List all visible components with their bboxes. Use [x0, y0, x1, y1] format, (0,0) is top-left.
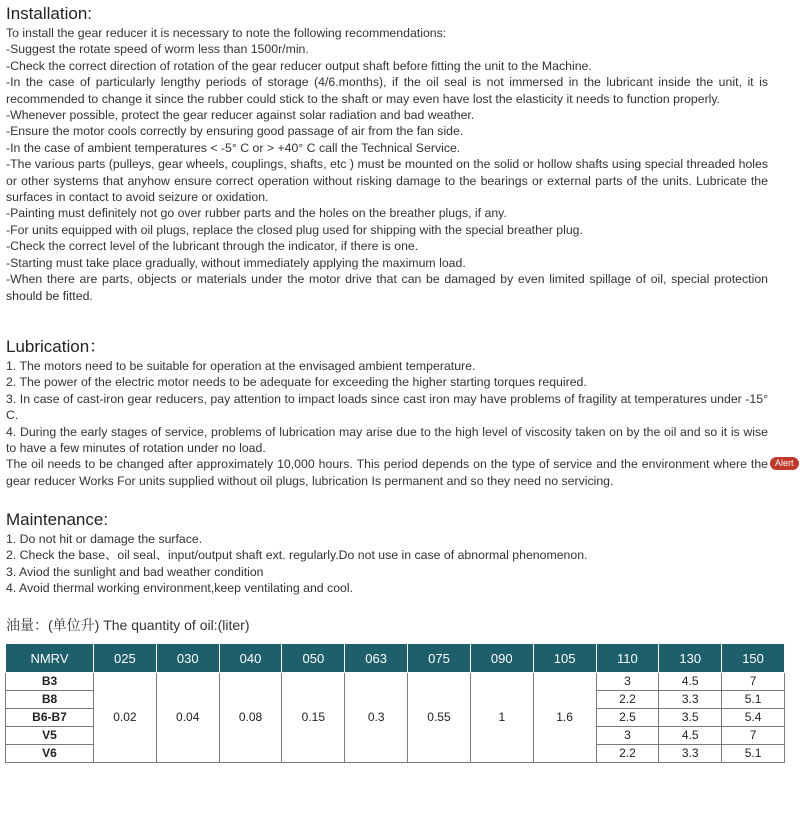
- lubrication-line: 1. The motors need to be suitable for operation at the envisaged ambient temperature.: [6, 359, 476, 373]
- table-cell: 1.6: [533, 673, 596, 763]
- table-cell: 7: [722, 727, 785, 745]
- table-cell: 5.1: [722, 745, 785, 763]
- table-cell: 0.08: [219, 673, 282, 763]
- lubrication-list: [6, 358, 768, 489]
- table-cell: 7: [722, 673, 785, 691]
- column-header: 110: [596, 644, 659, 673]
- table-cell: 4.5: [659, 673, 722, 691]
- column-header: 030: [156, 644, 219, 673]
- table-cell: 0.04: [156, 673, 219, 763]
- installation-line: -For units equipped with oil plugs, replace the closed plug used for shipping with the special breather plug.: [6, 222, 583, 237]
- table-row: [6, 673, 785, 691]
- installation-line: -The various parts (pulleys, gear wheels, couplings, shafts, etc ) must be mounted on the solid or hollow shafts using special threaded holes or other systems that anyhow ensure correct operation without risking damage to the bearings or external parts of the units. Lubricate the surfaces in contact to avoid seizure or oxidation.: [6, 157, 768, 205]
- installation-line: -In the case of particularly lengthy periods of storage (4/6.months), if the oil seal is not immersed in the lubricant inside the unit, it is recommended to change it since the rubber could stick to the shaft or may even have lost the elasticity it needs to function properly.: [6, 75, 768, 106]
- table-cell: 0.3: [345, 673, 408, 763]
- installation-line: -Starting must take place gradually, without immediately applying the maximum load.: [6, 255, 466, 270]
- installation-line: -Suggest the rotate speed of worm less than 1500r/min.: [6, 42, 309, 57]
- column-header: 050: [282, 644, 345, 673]
- table-cell: 3.3: [659, 745, 722, 763]
- maintenance-line: 3. Aviod the sunlight and bad weather condition: [6, 564, 264, 579]
- lubrication-heading: Lubrication：: [6, 337, 107, 356]
- oil-table-title: 油量：(单位升) The quantity of oil:(liter): [6, 617, 250, 633]
- installation-line: -Check the correct direction of rotation of the gear reducer output shaft before fitting the unit to the Machine.: [6, 58, 592, 73]
- column-header: 130: [659, 644, 722, 673]
- table-cell: 2.2: [596, 745, 659, 763]
- installation-line: -Whenever possible, protect the gear reducer against solar radiation and bad weather.: [6, 108, 475, 123]
- table-cell: 3: [596, 673, 659, 691]
- column-header: 040: [219, 644, 282, 673]
- oil-quantity-table: [5, 643, 785, 763]
- table-cell: 3.5: [659, 709, 722, 727]
- model-cell: V6: [6, 745, 94, 763]
- maintenance-line: 1. Do not hit or damage the surface.: [6, 532, 203, 546]
- installation-section: [6, 4, 768, 304]
- maintenance-line: 4. Avoid thermal working environment,keep ventilating and cool.: [6, 581, 354, 596]
- table-header-row: [6, 644, 785, 673]
- installation-line: -In the case of ambient temperatures < -5° C or > +40° C call the Technical Service.: [6, 140, 461, 155]
- model-cell: B3: [6, 673, 94, 691]
- table-cell: 5.1: [722, 691, 785, 709]
- installation-line: To install the gear reducer it is necessary to note the following recommendations:: [6, 26, 447, 40]
- lubrication-line: 2. The power of the electric motor needs to be adequate for exceeding the higher starting torques required.: [6, 375, 587, 390]
- maintenance-line: 2. Check the base、oil seal、input/output shaft ext. regularly.Do not use in case of abnormal phenomenon.: [6, 548, 588, 563]
- installation-line: -Painting must definitely not go over rubber parts and the holes on the breather plugs, if any.: [6, 206, 507, 221]
- maintenance-section: [6, 510, 768, 597]
- table-cell: 3.3: [659, 691, 722, 709]
- table-cell: 0.55: [408, 673, 471, 763]
- column-header: 090: [470, 644, 533, 673]
- lubrication-line: 4. During the early stages of service, problems of lubrication may arise due to the high level of viscosity taken on by the oil and so it is wise to have a few minutes of rotation under no load.: [6, 424, 768, 456]
- installation-line: -Ensure the motor cools correctly by ensuring good passage of air from the fan side.: [6, 124, 464, 139]
- model-cell: V5: [6, 727, 94, 745]
- maintenance-list: [6, 531, 768, 597]
- column-header: 105: [533, 644, 596, 673]
- column-header: 025: [94, 644, 157, 673]
- installation-line: -When there are parts, objects or materials under the motor drive that can be damaged by even limited spillage of oil, special protection should be fitted.: [6, 272, 768, 303]
- model-cell: B8: [6, 691, 94, 709]
- installation-line: -Check the correct level of the lubricant through the indicator, if there is one.: [6, 239, 419, 254]
- column-header: 063: [345, 644, 408, 673]
- installation-list: [6, 25, 768, 304]
- table-cell: 4.5: [659, 727, 722, 745]
- table-cell: 2.2: [596, 691, 659, 709]
- table-cell: 0.15: [282, 673, 345, 763]
- installation-heading: Installation:: [6, 4, 92, 23]
- maintenance-heading: Maintenance:: [6, 510, 109, 529]
- alert-badge[interactable]: Alert: [770, 457, 799, 470]
- column-header: 075: [408, 644, 471, 673]
- column-header: 150: [722, 644, 785, 673]
- table-cell: 2.5: [596, 709, 659, 727]
- table-cell: 0.02: [94, 673, 157, 763]
- table-cell: 5.4: [722, 709, 785, 727]
- model-cell: B6-B7: [6, 709, 94, 727]
- lubrication-section: [6, 337, 768, 489]
- lubrication-line: The oil needs to be changed after approximately 10,000 hours. This period depends on the type of service and the environment where the gear reducer Works For units supplied without oil plugs, lubrication Is permanent and so they need no servicing.: [6, 457, 768, 488]
- table-cell: 3: [596, 727, 659, 745]
- lubrication-line: 3. In case of cast-iron gear reducers, pay attention to impact loads since cast iron may have problems of fragility at temperatures under -15° C.: [6, 391, 768, 423]
- table-cell: 1: [470, 673, 533, 763]
- column-header: NMRV: [6, 644, 94, 673]
